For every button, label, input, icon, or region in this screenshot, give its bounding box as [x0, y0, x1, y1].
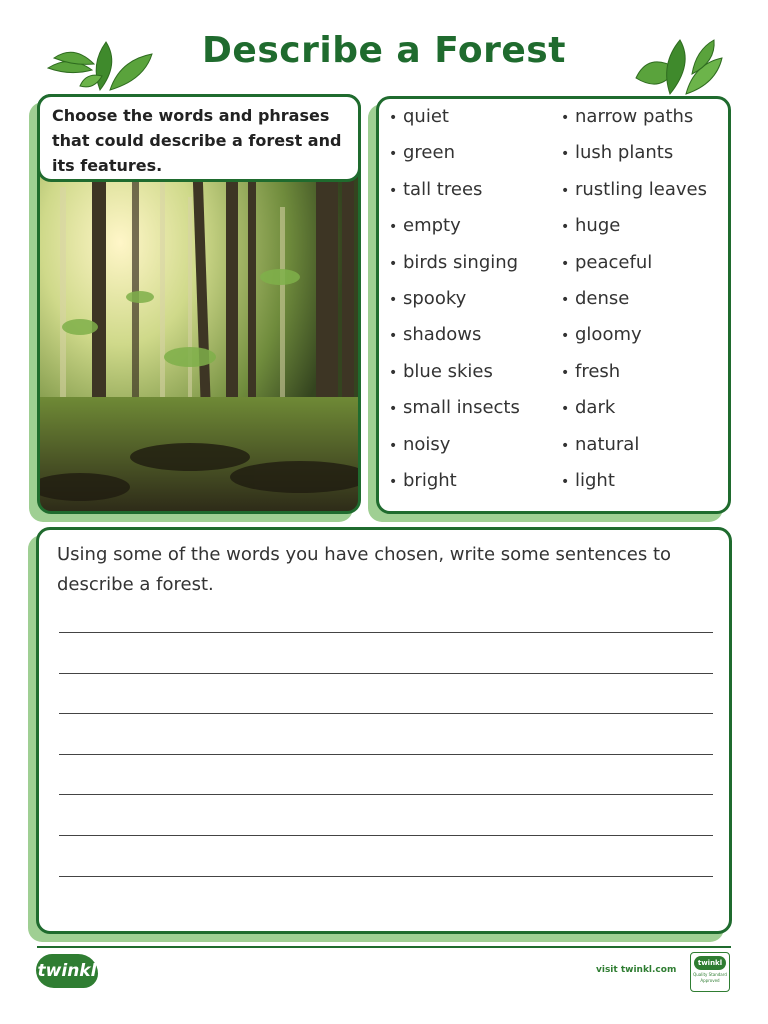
word-option[interactable] — [389, 176, 520, 212]
word-text: natural — [575, 433, 640, 455]
word-text: fresh — [575, 360, 621, 382]
word-option[interactable] — [561, 176, 707, 212]
word-option[interactable] — [561, 285, 707, 321]
word-text: shadows — [403, 324, 482, 346]
word-option[interactable] — [561, 467, 707, 503]
bullet-icon: • — [389, 110, 398, 126]
writing-line[interactable] — [59, 876, 713, 877]
word-text: dense — [575, 287, 630, 309]
writing-box — [36, 527, 732, 934]
writing-line[interactable] — [59, 794, 713, 795]
word-text: lush plants — [575, 142, 674, 164]
word-text: quiet — [403, 106, 449, 127]
writing-line[interactable] — [59, 835, 713, 836]
badge-brand: twinkl — [694, 956, 726, 970]
bullet-icon: • — [561, 437, 570, 454]
twinkl-logo: twinkl — [36, 954, 98, 988]
writing-prompt: Using some of the words you have chosen, write some sentences to describe a forest. — [57, 544, 672, 595]
bullet-icon: • — [389, 364, 398, 381]
writing-line[interactable] — [59, 632, 713, 633]
word-option[interactable] — [561, 358, 707, 394]
word-text: green — [403, 142, 455, 164]
word-text: narrow paths — [575, 106, 694, 127]
word-list-box — [376, 96, 731, 514]
bullet-icon: • — [561, 328, 570, 345]
bullet-icon: • — [561, 473, 570, 490]
word-option[interactable] — [561, 431, 707, 467]
bullet-icon: • — [389, 219, 398, 236]
writing-line[interactable] — [59, 673, 713, 674]
instruction-box — [37, 94, 361, 182]
word-option[interactable] — [389, 285, 520, 321]
word-option[interactable] — [389, 139, 520, 175]
word-option[interactable] — [389, 249, 520, 285]
word-text: birds singing — [403, 251, 519, 273]
word-text: noisy — [403, 433, 451, 455]
word-text: peaceful — [575, 251, 653, 273]
word-option[interactable] — [561, 249, 707, 285]
word-text: empty — [403, 215, 461, 237]
leaves-left-icon — [40, 36, 160, 96]
word-text: tall trees — [403, 178, 483, 200]
word-option[interactable] — [561, 212, 707, 248]
instruction-text: Choose the words and phrases that could describe a forest and its features. — [52, 106, 342, 175]
visit-link[interactable]: visit twinkl.com — [596, 965, 677, 975]
badge-subtext: Quality Standard Approved — [693, 972, 727, 983]
bullet-icon: • — [389, 473, 398, 490]
word-text: light — [575, 469, 615, 491]
bullet-icon: • — [561, 364, 570, 381]
bullet-icon: • — [561, 110, 570, 126]
bullet-icon: • — [561, 182, 570, 199]
bullet-icon: • — [389, 182, 398, 199]
writing-line[interactable] — [59, 754, 713, 755]
word-text: gloomy — [575, 324, 642, 346]
bullet-icon: • — [561, 146, 570, 163]
leaves-right-icon — [630, 34, 730, 98]
bullet-icon: • — [389, 401, 398, 418]
word-option[interactable] — [389, 358, 520, 394]
word-text: spooky — [403, 287, 467, 309]
word-option[interactable] — [561, 139, 707, 175]
word-text: small insects — [403, 397, 520, 419]
word-option[interactable] — [389, 467, 520, 503]
bullet-icon: • — [561, 401, 570, 418]
bullet-icon: • — [561, 219, 570, 236]
word-option[interactable] — [389, 212, 520, 248]
word-text: blue skies — [403, 360, 493, 382]
word-column-left — [389, 103, 520, 503]
page-title: Describe a Forest — [202, 30, 566, 71]
word-option[interactable] — [389, 321, 520, 357]
bullet-icon: • — [561, 291, 570, 308]
bullet-icon: • — [389, 437, 398, 454]
footer-divider — [37, 946, 731, 948]
quality-badge — [690, 952, 730, 992]
word-text: dark — [575, 397, 616, 419]
word-text: rustling leaves — [575, 178, 708, 200]
bullet-icon: • — [389, 255, 398, 272]
bullet-icon: • — [561, 255, 570, 272]
bullet-icon: • — [389, 328, 398, 345]
bullet-icon: • — [389, 146, 398, 163]
word-option[interactable] — [389, 431, 520, 467]
word-option[interactable] — [561, 394, 707, 430]
word-option[interactable] — [389, 103, 520, 139]
word-text: bright — [403, 469, 457, 491]
bullet-icon: • — [389, 291, 398, 308]
word-option[interactable] — [389, 394, 520, 430]
word-option[interactable] — [561, 103, 707, 139]
writing-line[interactable] — [59, 713, 713, 714]
word-option[interactable] — [561, 321, 707, 357]
word-column-right — [561, 103, 707, 503]
word-text: huge — [575, 215, 621, 237]
